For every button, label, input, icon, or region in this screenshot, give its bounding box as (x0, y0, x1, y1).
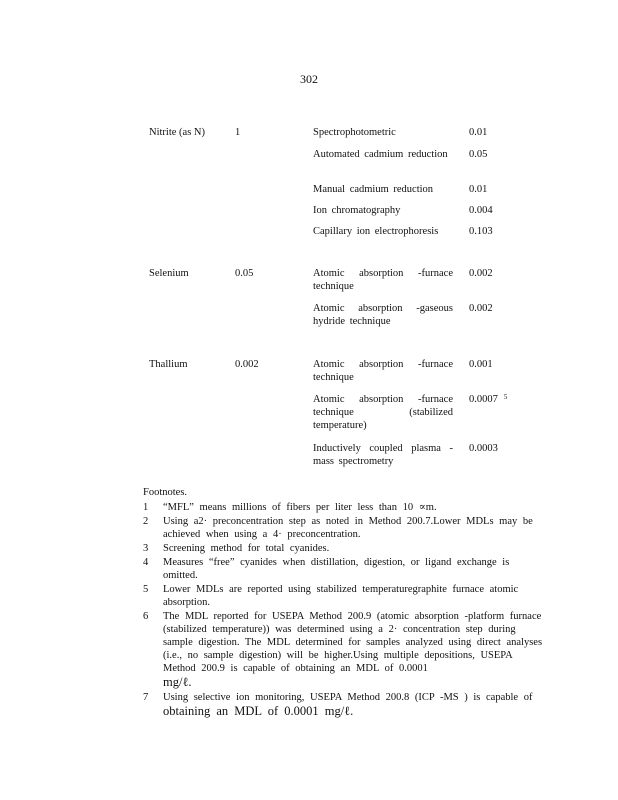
contaminant-name: Selenium (149, 268, 189, 279)
footnote-item (143, 515, 543, 541)
footnote-text: Screening method for total cyanides. (163, 543, 330, 554)
mdl-value: 0.05 (469, 149, 488, 160)
contaminant-name: Nitrite (as N) (149, 127, 205, 138)
footnote-text: The MDL reported for USEPA Method 200.9 (atomic absorption -platform furnace (stabilized temperature)) was determined using a 2· concentration step during sample digestion. The MDL determined for samples analyzed using direct analyses (i.e., no sample digestion) will be higher.Using multiple depositions, USEPA Method 200.9 is capable of obtaining an MDL of 0.0001 (163, 611, 543, 674)
footnote-number: 7 (143, 692, 149, 703)
mdl-value: 0.01 (469, 184, 488, 195)
mdl-cell (469, 393, 529, 406)
method-name: Atomic absorption -furnace technique (stabilized temperature) (313, 394, 453, 431)
footnotes-title: Footnotes. (143, 487, 188, 498)
mcl-value: 0.002 (235, 359, 259, 370)
contaminant-name: Thallium (149, 359, 188, 370)
footnote-text: Measures “free” cyanides when distillation, digestion, or ligand exchange is omitted. (163, 557, 510, 581)
footnote-text: Using selective ion monitoring, USEPA Method 200.8 (ICP -MS ) is capable of (163, 692, 533, 703)
method-name: Ion chromatography (313, 205, 401, 216)
method-name: Atomic absorption -furnace technique (313, 268, 453, 292)
method-name: Atomic absorption -furnace technique (313, 359, 453, 383)
mcl-value: 1 (235, 127, 241, 138)
footnote-number: 3 (143, 543, 149, 554)
footnote-text: obtaining an MDL of 0.0001 mg/ℓ. (163, 704, 354, 718)
footnote-number: 6 (143, 611, 149, 622)
footnote-item (143, 501, 543, 514)
footnote-number: 4 (143, 557, 149, 568)
footnote-text: “MFL” means millions of fibers per liter less than 10 ∝m. (163, 502, 437, 513)
mdl-value: 0.002 (469, 268, 493, 279)
mdl-value: 0.0007 (469, 394, 498, 405)
footnote-text: Using a2· preconcentration step as noted in Method 200.7.Lower MDLs may be achieved when using a 4· preconcentration. (163, 516, 533, 540)
footnotes-section (143, 486, 543, 720)
mcl-value: 0.05 (235, 268, 254, 279)
method-name: Spectrophotometric (313, 127, 396, 138)
footnote-ref: 5 (503, 393, 508, 401)
footnote-text: Lower MDLs are reported using stabilized temperaturegraphite furnace atomic absorption. (163, 584, 519, 608)
footnote-item (143, 610, 543, 675)
mdl-value: 0.001 (469, 359, 493, 370)
footnote-item (143, 691, 543, 704)
footnote-number: 1 (143, 502, 149, 513)
footnote-number: 2 (143, 516, 149, 527)
footnote-continuation (143, 705, 543, 719)
mdl-value: 0.004 (469, 205, 493, 216)
mdl-value: 0.103 (469, 226, 493, 237)
method-name: Inductively coupled plasma - mass spectrometry (313, 443, 453, 467)
mdl-value: 0.002 (469, 303, 493, 314)
method-name: Atomic absorption -gaseous hydride technique (313, 303, 453, 327)
mdl-value: 0.01 (469, 127, 488, 138)
page-number: 302 (300, 72, 318, 86)
method-name: Manual cadmium reduction (313, 184, 434, 195)
footnote-item (143, 556, 543, 582)
footnote-continuation (143, 676, 543, 690)
footnote-number: 5 (143, 584, 149, 595)
mdl-value: 0.0003 (469, 443, 498, 454)
method-name: Automated cadmium reduction (313, 149, 448, 160)
method-name: Capillary ion electrophoresis (313, 226, 439, 237)
footnote-text: mg/ℓ. (163, 675, 192, 689)
footnote-item (143, 583, 543, 609)
footnote-item (143, 542, 543, 555)
